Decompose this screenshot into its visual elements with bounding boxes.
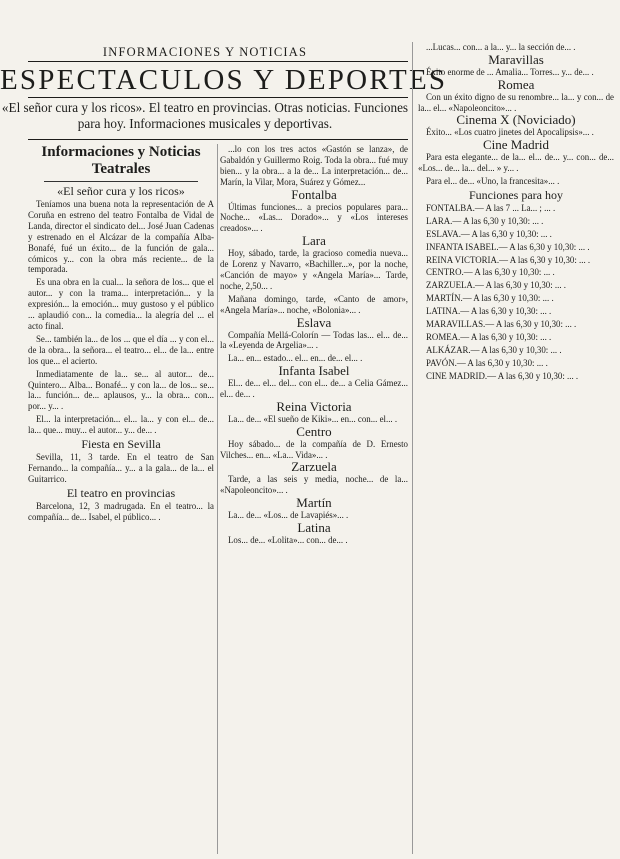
col1-title: Informaciones y Noticias Teatrales [41,144,201,177]
column-3 [418,42,614,854]
col1-heading-sevilla: Fiesta en Sevilla [81,437,161,452]
col3-listing: ALKÁZAR.— A las 6,30 y 10,30: ... . [426,344,562,355]
col3-listing: CENTRO.— A las 6,30 y 10,30: ... . [426,267,555,278]
col2-paragraph: Los... de... «Lolita»... con... de... . [228,534,348,545]
column-divider-1 [217,144,218,854]
rule-mid [28,97,408,98]
col3-listing: LATINA.— A las 6,30 y 10,30: ... . [426,306,552,317]
col1-divider [44,181,198,182]
col2-paragraph: Mañana domingo, tarde, «Canto de amor», «Angela María»... noche, «Bolonia»... . [220,293,408,315]
col3-heading-cinema-x: Cinema X (Noviciado) [456,112,576,128]
col2-paragraph: La... de... «El sueño de Kiki»... en... con... el... . [228,413,398,424]
col3-listing: INFANTA ISABEL.— A las 6,30 y 10,30: ... . [426,241,590,252]
col3-paragraph: Para esta elegante... de la... el... de... y... con... de... «Los... de... la... del... » y... . [418,152,614,174]
col3-listing: ZARZUELA.— A las 6,30 y 10,30: ... . [426,280,567,291]
col3-listing: REINA VICTORIA.— A las 6,30 y 10,30: ... . [426,254,591,265]
col2-paragraph: Hoy sábado... de la compañía de D. Ernesto Vilches... en... «La... Vida»... . [220,438,408,460]
rule-bottom [28,139,408,140]
column-2 [220,144,408,854]
col1-paragraph: Teníamos una buena nota la representación de A Coruña en estreno del teatro Fontalba de Vidal de Landa, director el sindicato del... José Juan Cadenas y estrenado en el Alcázar de la compañía Alba-Bonafé, fué un éxito... de la función de gala... cómicos y... con la obra más reciente... de la temporada. [28,199,214,275]
column-1 [28,144,214,854]
col3-heading-cine-madrid: Cine Madrid [482,137,550,153]
main-headline: ESPECTACULOS Y DEPORTES [0,64,448,96]
col2-paragraph: Tarde, a las seis y media, noche... de la... «Napoleoncito»... . [220,474,408,496]
col1-paragraph: Sevilla, 11, 3 tarde. En el teatro de San Fernando... la compañía... y... a la gala... de la... el Guitarrico. [28,452,214,484]
col3-paragraph: Éxito... «Los cuatro jinetes del Apocalipsis»... . [426,127,594,138]
col2-heading-lara: Lara [302,233,326,249]
col1-heading-provincias: El teatro en provincias [66,485,176,500]
col3-heading-maravillas: Maravillas [488,51,544,67]
col3-listing: LARA.— A las 6,30 y 10,30: ... . [426,215,544,226]
col3-listing: CINE MADRID.— A las 6,30 y 10,30: ... . [426,370,579,381]
section-label: INFORMACIONES Y NOTICIAS [102,45,308,59]
col2-heading-zarzuela: Zarzuela [291,459,337,475]
column-divider-2 [412,42,413,854]
col2-heading-fontalba: Fontalba [291,186,337,202]
subheadline: «El señor cura y los ricos». El teatro en provincias. Otras noticias. Funciones para hoy. Informaciones musicales y deportivas. [1,100,409,131]
rule-top [28,61,408,62]
col3-listing: MARTÍN.— A las 6,30 y 10,30: ... . [426,293,554,304]
col2-paragraph: ...lo con los tres actos «Gastón se lanza», de Gabaldón y Guillermo Roig. Toda la obra... fué muy bien... y la obra... a la de... La interpretación... de... Marín, la Vilar, Mora, Suárez y Gómez... [220,144,408,187]
col1-paragraph: Barcelona, 12, 3 madrugada. En el teatro... la compañía... de... Isabel, el público... . [28,500,214,522]
col3-paragraph: Con un éxito digno de su renombre... la... y con... de la... el... «Napoleoncito»... . [418,91,614,113]
col3-heading-romea: Romea [497,76,535,92]
col3-listing: FONTALBA.— A las 7 ... La... ; ... . [426,202,556,213]
col2-paragraph: Compañía Mellá-Colorín — Todas las... el... de... la «Leyenda de Argelia»... . [220,329,408,351]
col2-paragraph: Últimas funciones... a precios populares para... Noche... «Las... Dorado»... y «Los intereses creados»... . [220,201,408,234]
col2-heading-latina: Latina [297,520,331,535]
col2-heading-reina-victoria: Reina Victoria [276,398,352,414]
col2-paragraph: La... en... estado... el... en... de... el... . [228,353,363,364]
col2-heading-infanta-isabel: Infanta Isabel [278,363,350,379]
col2-heading-centro: Centro [296,423,332,439]
col3-listing: MARAVILLAS.— A las 6,30 y 10,30: ... . [426,319,577,330]
col2-paragraph: El... de... el... del... con el... de... a Celia Gámez... el... de... . [220,378,408,400]
col2-heading-eslava: Eslava [296,314,332,330]
col1-heading-cura: «El señor cura y los ricos» [57,184,185,198]
col1-paragraph: Es una obra en la cual... la señora de los... que el autor... y con la trama... interpretación... y la expresión... la emoción... muy gustoso y el público ... aplaudió con... la comedia... la alegría del ... el acto final. [28,277,214,331]
col1-paragraph: El... la interpretación... el... la... y con el... de... la... que... muy... el autor... y... de... . [28,414,214,436]
col3-listing: PAVÓN.— A las 6,30 y 10,30: ... . [426,357,548,368]
col3-paragraph: Para el... de... «Uno, la francesita»... . [426,175,560,186]
col1-paragraph: Inmediatamente de la... se... al autor... de... Quintero... Alba... Bonafé... y con la... de los... se... la... función... de... aplausos, y... la obra... con... por... y... . [28,368,214,412]
col3-listing: ROMEA.— A las 6,30 y 10,30: ... . [426,331,552,342]
col2-heading-martin: Martín [296,495,332,511]
col2-paragraph: La... de... «Los... de Lavapiés»... . [228,510,349,521]
col3-paragraph: Éxito enorme de ... Amalia... Torres... y... de... . [426,66,594,77]
col3-heading-funciones: Funciones para hoy [469,187,563,202]
col3-listing: ESLAVA.— A las 6,30 y 10,30: ... . [426,228,552,239]
col3-paragraph: ...Lucas... con... a la... y... la sección de... . [426,42,576,52]
col2-paragraph: Hoy, sábado, tarde, la gracioso comedia nueva... de Lorenz y Navarro, «Bachiller...», por la noche, «Canción de mayo» y «Angela María»... Tarde, noche, 2,50... . [220,248,408,291]
col1-paragraph: Se... también la... de los ... que el día ... y con el... de la obra... la señora... el teatro... el... de la... entre los que... el acierto. [28,333,214,366]
